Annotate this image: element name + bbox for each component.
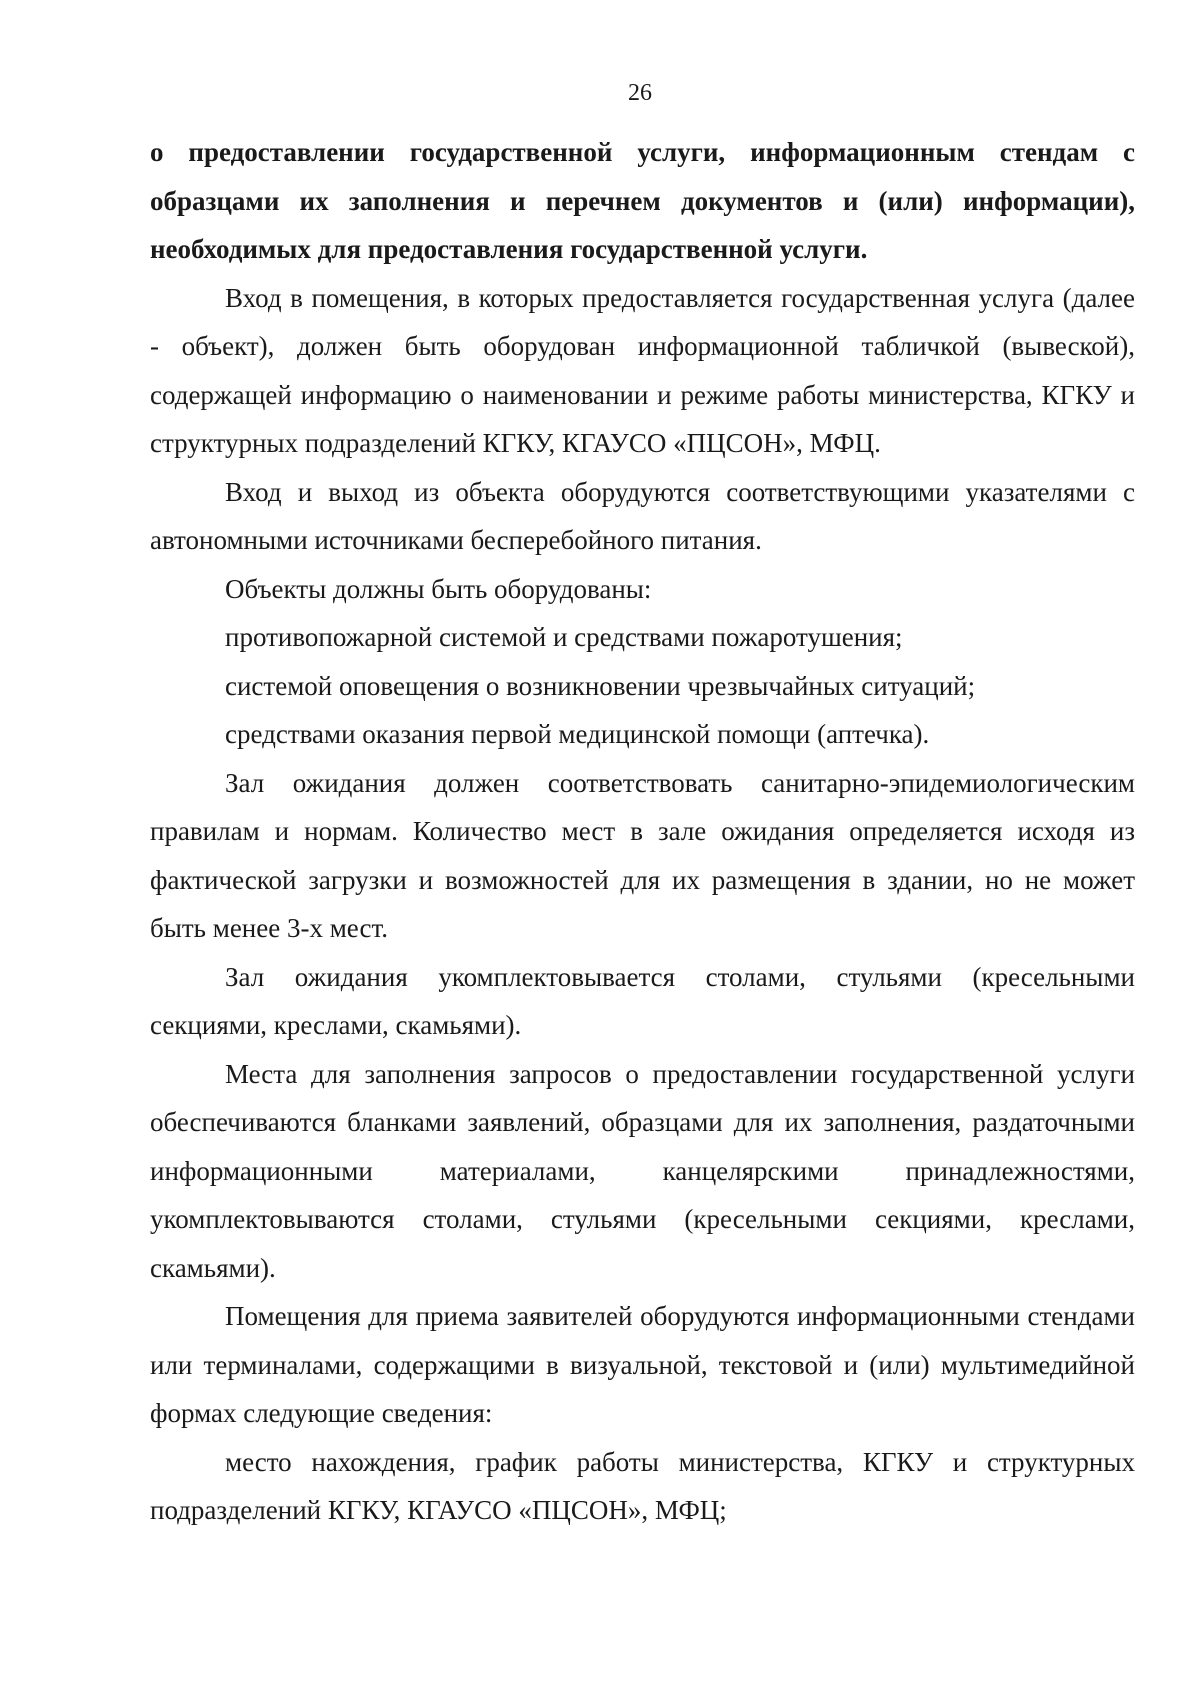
paragraph-waiting-hall-furniture: Зал ожидания укомплектовывается столами, стульями (кресельными секциями, креслами, скамьями). xyxy=(150,961,1135,1040)
paragraph-entrance-exit: Вход и выход из объекта оборудуются соответствующими указателями с автономными источниками бесперебойного питания. xyxy=(150,476,1135,555)
paragraph-reception-rooms: Помещения для приема заявителей оборудуются информационными стендами или терминалами, содержащими в визуальной, текстовой и (или) мультимедийной формах следующие сведения: xyxy=(150,1301,1135,1428)
list-item-fire-system: противопожарной системой и средствами пожаротушения; xyxy=(225,622,903,652)
list-item-alert-system: системой оповещения о возникновении чрезвычайных ситуаций; xyxy=(225,670,976,701)
page-number: 26 xyxy=(628,80,652,106)
document-body xyxy=(150,128,1135,1535)
list-item-first-aid: средствами оказания первой медицинской помощи (аптечка). xyxy=(225,719,930,749)
paragraph-waiting-hall-norms: Зал ожидания должен соответствовать санитарно-эпидемиологическим правилам и нормам. Количество мест в зале ожидания определяется исходя из фактической загрузки и возможностей для их размещения в здании, но не может быть менее 3-х мест. xyxy=(150,767,1135,943)
list-item-location-schedule: место нахождения, график работы министерства, КГКУ и структурных подразделений КГКУ, КГАУСО «ПЦСОН», МФЦ; xyxy=(150,1446,1135,1525)
section-heading: о предоставлении государственной услуги, информационным стендам с образцами их заполнения и перечнем документов и (или) информации), необходимых для предоставления государственной услуги. xyxy=(150,137,1135,264)
paragraph-equipment-intro: Объекты должны быть оборудованы: xyxy=(225,573,652,604)
paragraph-request-places: Места для заполнения запросов о предоставлении государственной услуги обеспечиваются бланками заявлений, образцами для их заполнения, раздаточными информационными материалами, канцелярскими принадлежностями, укомплектовываются столами, стульями (кресельными секциями, креслами, скамьями). xyxy=(150,1058,1135,1283)
paragraph-entrance-signage: Вход в помещения, в которых предоставляется государственная услуга (далее - объект), должен быть оборудован информационной табличкой (вывеской), содержащей информацию о наименовании и режиме работы министерства, КГКУ и структурных подразделений КГКУ, КГАУСО «ПЦСОН», МФЦ. xyxy=(150,282,1135,458)
